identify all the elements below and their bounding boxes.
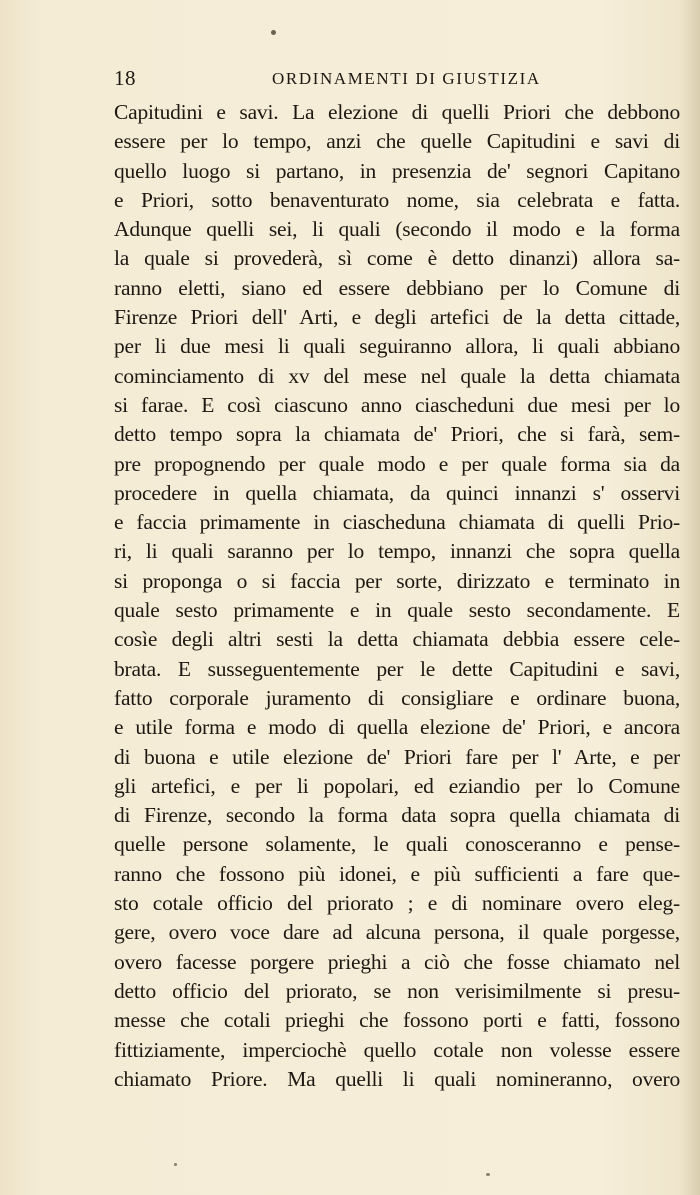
ink-speck: [486, 1173, 490, 1176]
text-line: pre propognendo per quale modo e per quale forma sia da: [114, 451, 680, 476]
text-line: si proponga o si faccia per sorte, dirizzato e terminato in: [114, 568, 680, 593]
text-line: di Firenze, secondo la forma data sopra quella chiamata di: [114, 803, 680, 828]
text-line: sto cotale officio del priorato ; e di nominare overo eleg-: [114, 891, 680, 916]
text-line: Firenze Priori dell' Arti, e degli artefici de la detta cittade,: [114, 305, 680, 330]
body-text: [114, 98, 680, 1094]
text-line: quale sesto primamente e in quale sesto secondamente. E: [114, 598, 680, 623]
text-line: procedere in quella chiamata, da quinci innanzi s' osservi: [114, 480, 680, 505]
text-line: fatto corporale juramento di consigliare e ordinare buona,: [114, 685, 680, 710]
text-line: di buona e utile elezione de' Priori fare per l' Arte, e per: [114, 744, 680, 769]
text-line: e faccia primamente in ciascheduna chiamata di quelli Prio-: [114, 510, 680, 535]
text-line: per li due mesi li quali seguiranno allora, li quali abbiano: [114, 334, 680, 359]
text-line: ri, li quali saranno per lo tempo, innanzi che sopra quella: [114, 539, 680, 564]
text-line: Capitudini e savi. La elezione di quelli Priori che debbono: [114, 100, 680, 124]
text-line: e Priori, sotto benaventurato nome, sia celebrata e fatta.: [114, 187, 680, 212]
text-line: detto officio del priorato, se non verisimilmente si presu-: [114, 978, 680, 1003]
text-line: gere, overo voce dare ad alcuna persona, il quale porgesse,: [114, 920, 680, 945]
text-line: chiamato Priore. Ma quelli li quali nomineranno, overo: [114, 1066, 680, 1091]
text-line: essere per lo tempo, anzi che quelle Capitudini e savi di: [114, 129, 680, 154]
page-number: 18: [114, 66, 136, 90]
text-line: overo facesse porgere prieghi a ciò che fosse chiamato nel: [114, 949, 680, 974]
text-line: ranno che fossono più idonei, e più sufficienti a fare que-: [114, 861, 680, 886]
text-line: e utile forma e modo di quella elezione de' Priori, e ancora: [114, 715, 680, 740]
text-line: ranno eletti, siano ed essere debbiano per lo Comune di: [114, 275, 680, 300]
running-head: ORDINAMENTI DI GIUSTIZIA: [272, 69, 541, 88]
text-line: fittiziamente, imperciochè quello cotale non volesse essere: [114, 1037, 680, 1062]
text-line: brata. E susseguentemente per le dette Capitudini e savi,: [114, 656, 680, 681]
text-line: Adunque quelli sei, li quali (secondo il modo e la forma: [114, 217, 680, 242]
text-line: quello luogo si partano, in presenzia de' segnori Capitano: [114, 158, 680, 183]
text-line: gli artefici, e per li popolari, ed eziandio per lo Comune: [114, 773, 680, 798]
text-line: la quale si provederà, sì come è detto dinanzi) allora sa-: [114, 246, 680, 271]
text-line: si farae. E così ciascuno anno ciascheduni due mesi per lo: [114, 392, 680, 417]
text-line: quelle persone solamente, le quali conosceranno e pense-: [114, 832, 680, 857]
text-line: messe che cotali prieghi che fossono porti e fatti, fossono: [114, 1008, 680, 1033]
ink-dot: [271, 30, 276, 35]
text-line: cominciamento di xv del mese nel quale la detta chiamata: [114, 363, 680, 388]
ink-speck: [174, 1163, 177, 1166]
text-line: cosìe degli altri sesti la detta chiamata debbia essere cele-: [114, 627, 680, 652]
page-header: [114, 66, 680, 96]
text-line: detto tempo sopra la chiamata de' Priori, che si farà, sem-: [114, 422, 680, 447]
